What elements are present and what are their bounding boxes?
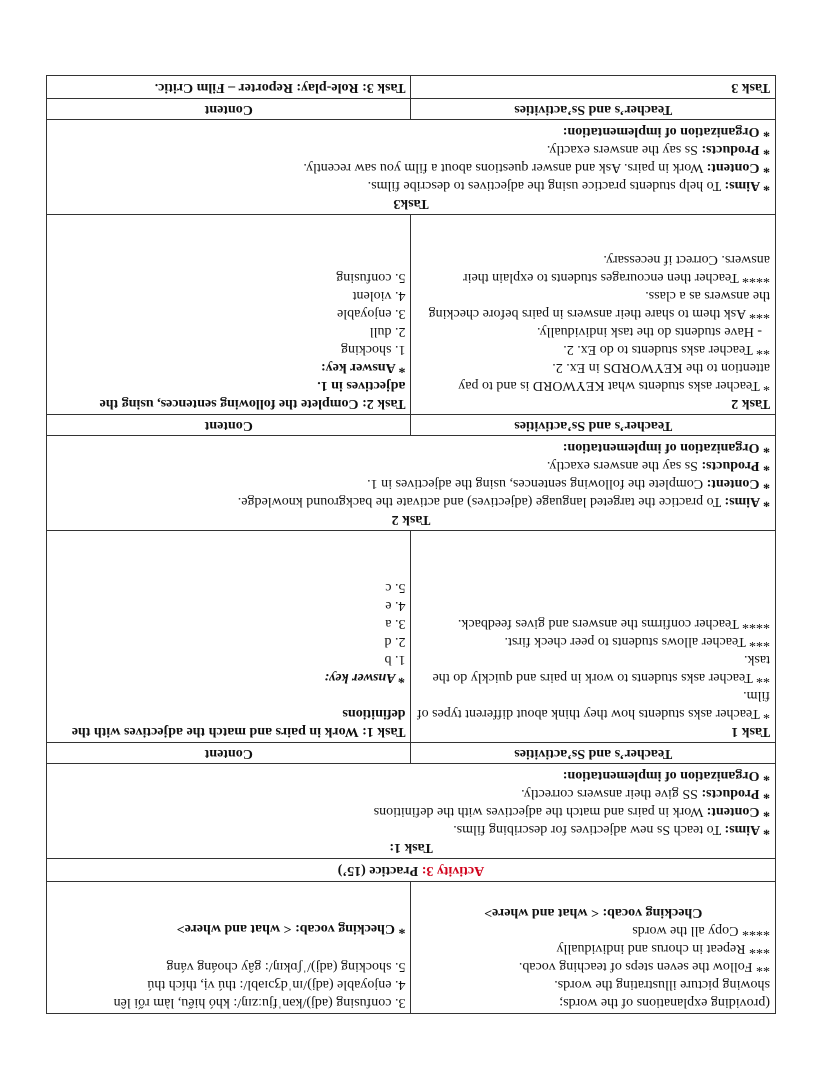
task2-activities-cell	[411, 215, 776, 415]
task3-content	[52, 158, 770, 176]
products-label: * Products:	[701, 142, 770, 157]
task1-step: *** Teacher allows students to peer check first.	[504, 634, 770, 649]
header-row	[47, 415, 776, 436]
aims-label: * Aims:	[724, 494, 770, 509]
answer-item: 1. shocking	[340, 342, 406, 357]
task1-title: Task 1: Work in pairs and match the adjectives with the definitions	[71, 706, 406, 739]
vocab-word-line: 5. shocking (adj)/ˈʃɒkɪŋ/: gây choáng váng	[166, 959, 406, 974]
task3-info-cell	[47, 120, 776, 215]
header-row	[47, 743, 776, 764]
answer-item: 4. violent	[352, 288, 406, 303]
task2-info-row	[47, 436, 776, 531]
task1-content-cell	[47, 531, 412, 743]
task1-info-row	[47, 764, 776, 859]
task1-name: Task 1	[731, 724, 770, 739]
task1-aims	[52, 820, 770, 838]
task2-row	[47, 215, 776, 415]
products-text: Ss say the answers exactly.	[546, 458, 702, 473]
task3-info-title: Task3	[393, 196, 429, 211]
aims-text: To teach Ss new adjectives for describing films.	[453, 822, 725, 837]
checking-vocab-label: Checking vocab: < what and where>	[484, 905, 703, 920]
vocab-step-line: **** Copy all the words	[632, 923, 770, 938]
products-text: Ss say the answers exactly.	[546, 142, 702, 157]
products-label: * Products:	[701, 458, 770, 473]
task2-organization: * Organization of implementation:	[562, 440, 770, 455]
task3-title: Task 3: Role-play: Reporter – Film Critic.	[47, 76, 412, 99]
task3-info-row	[47, 120, 776, 215]
checking-vocab-label: * Checking vocab: < what and where>	[176, 921, 406, 936]
header-row	[47, 99, 776, 120]
activity3-label: Activity 3:	[421, 863, 485, 878]
answer-item: 5. c	[385, 580, 406, 595]
task2-step: ** Teacher asks students to do Ex. 2.	[563, 342, 770, 357]
content-text: Work in pairs and match the adjectives with the definitions	[373, 804, 707, 819]
answer-item: 4. e	[385, 598, 406, 613]
task1-products	[52, 784, 770, 802]
content-label: * Content:	[706, 476, 770, 491]
task2-step: **** Teacher then encourages students to explain their answers. Correct if necessary.	[462, 252, 770, 285]
task2-products	[52, 456, 770, 474]
answer-item: 2. dull	[369, 324, 406, 339]
answer-item: 3. a	[385, 616, 406, 631]
header-activities: Teacher’s and Ss’activities	[411, 743, 776, 764]
task1-info-title: Task 1:	[389, 840, 433, 855]
content-text: Work in pairs. Ask and answer questions about a film you saw recently.	[303, 160, 707, 175]
task2-step: * Teacher asks students what KEYWORD is and to pay attention to the KEYWORDS in Ex. 2.	[458, 360, 770, 393]
task3-row	[47, 76, 776, 99]
answer-item: 1. b	[384, 652, 406, 667]
content-label: * Content:	[706, 160, 770, 175]
vocab-step-line: showing picture illustrating the words.	[554, 977, 770, 992]
task2-step: - Have students do the task individually.	[537, 324, 762, 339]
aims-text: To help students practice using the adjectives to describe films.	[367, 178, 725, 193]
task2-content	[52, 474, 770, 492]
vocab-row	[47, 882, 776, 1014]
answer-key-label: * Answer key:	[320, 360, 406, 375]
activity3-title	[47, 859, 776, 882]
content-text: Complete the following sentences, using the adjectives in 1.	[367, 476, 707, 491]
task3-name: Task 3	[411, 76, 776, 99]
vocab-word-line: 3. confusing (adj)/kənˈfjuːzɪŋ/: khó hiểu, làm rối lên	[113, 995, 406, 1010]
task3-products	[52, 140, 770, 158]
activity3-row	[47, 859, 776, 882]
answer-item: 5. confusing	[336, 270, 406, 285]
answer-item: 3. enjoyable	[337, 306, 406, 321]
task1-row	[47, 531, 776, 743]
task2-step: *** Ask them to share their answers in pairs before checking the answers as a class.	[428, 288, 770, 321]
products-text: SS give their answers correctly.	[521, 786, 702, 801]
task1-step: **** Teacher confirms the answers and gives feedback.	[457, 616, 770, 631]
answer-item: 2. d	[384, 634, 406, 649]
task1-content	[52, 802, 770, 820]
header-activities: Teacher’s and Ss’activities	[411, 415, 776, 436]
task2-name: Task 2	[731, 396, 770, 411]
task3-organization: * Organization of implementation:	[562, 124, 770, 139]
header-content: Content	[47, 743, 412, 764]
vocab-word-line: 4. enjoyable (adj)/ɪnˈdʒɔɪəbl/: thú vị, thích thú	[147, 977, 406, 992]
activity3-rest: Practice (15’)	[337, 863, 422, 878]
header-activities: Teacher’s and Ss’activities	[411, 99, 776, 120]
vocab-step-line: *** Repeat in chorus and individually	[556, 941, 770, 956]
answer-key-label: * Answer key:	[324, 670, 406, 685]
vocab-activities-cell	[411, 882, 776, 1014]
task2-title: Task 2: Complete the following sentences, using the adjectives in 1.	[99, 378, 406, 411]
lesson-plan-table	[46, 75, 776, 1014]
vocab-step-line: ** Follow the seven steps of teaching vocab.	[518, 959, 770, 974]
task2-aims	[52, 492, 770, 510]
task2-info-cell	[47, 436, 776, 531]
header-content: Content	[47, 99, 412, 120]
vocab-step-line: (providing explanations of the words;	[559, 995, 770, 1010]
task2-content-cell	[47, 215, 412, 415]
task3-aims	[52, 176, 770, 194]
task1-info-cell	[47, 764, 776, 859]
aims-text: To practice the targeted language (adjectives) and activate the background knowledge.	[237, 494, 725, 509]
aims-label: * Aims:	[724, 822, 770, 837]
header-content: Content	[47, 415, 412, 436]
task1-step: ** Teacher asks students to work in pairs and quickly do the task.	[432, 652, 770, 685]
task1-step: * Teacher asks students how they think about different types of film.	[416, 688, 770, 721]
products-label: * Products:	[701, 786, 770, 801]
task2-info-title: Task 2	[391, 512, 431, 527]
aims-label: * Aims:	[724, 178, 770, 193]
vocab-content-cell	[47, 882, 412, 1014]
task1-activities-cell	[411, 531, 776, 743]
content-label: * Content:	[706, 804, 770, 819]
task1-organization: * Organization of implementation:	[562, 768, 770, 783]
